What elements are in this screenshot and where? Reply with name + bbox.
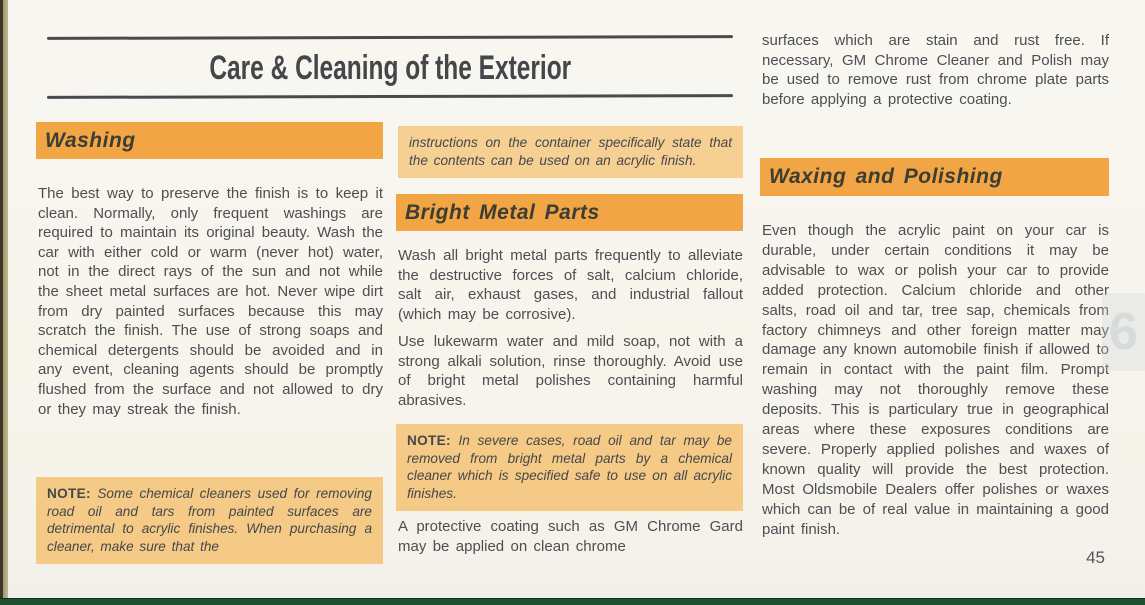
waxing-body-paragraph: Even though the acrylic paint on your car is durable, under certain conditions it may be advisable to wax or polish your car to provide added protection. Calcium chloride and other salts, road oil and tar, tree sap, chemicals from factory chimneys and other foreign matter may damage any known automobile finish if allowed to remain in contact with the paint film. Prompt washing may not thoroughly remove these deposits. This is particulary true in geographical areas where these exposures conditions are severe. Properly applied polishes and waxes of known quality will provide the best protection. Most Oldsmobile Dealers offer polishes or waxes which can be of real value in maintaining a good paint finish.	[762, 222, 1109, 538]
title-rule-bottom	[47, 94, 733, 99]
bright-metal-heading: Bright Metal Parts	[405, 200, 600, 224]
waxing-heading-bar	[760, 158, 1109, 196]
book-cover-strip	[0, 598, 1145, 605]
washing-note-text: Some chemical cleaners used for removing road oil and tars from painted surfaces are detrimental to acrylic finishes. When purchasing a cleaner, make sure that the	[47, 486, 372, 554]
bright-metal-heading-bar	[396, 194, 743, 231]
note-continuation-box: instructions on the container specifically state that the contents can be used on an acrylic finish.	[398, 126, 743, 178]
page-edge-strip	[3, 0, 8, 605]
chrome-continuation-paragraph: surfaces which are stain and rust free. If necessary, GM Chrome Cleaner and Polish may be used to remove rust from chrome plate parts before applying a protective coating.	[762, 32, 1109, 108]
bright-metal-note-label: NOTE:	[407, 433, 451, 448]
waxing-heading: Waxing and Polishing	[769, 165, 1003, 188]
washing-note-box	[36, 477, 383, 564]
title-rule-top	[47, 35, 733, 40]
bright-metal-paragraph-2: Use lukewarm water and mild soap, not with a strong alkali solution, rinse thoroughly. Avoid use of bright metal polishes containing harmful abrasives.	[398, 333, 743, 409]
bright-metal-paragraph-3: A protective coating such as GM Chrome Gard may be applied on clean chrome	[398, 518, 743, 555]
page-number: 45	[1086, 548, 1105, 567]
washing-body-paragraph: The best way to preserve the finish is to keep it clean. Normally, only frequent washings are required to maintain its original beauty. Wash the car with either cold or warm (never hot) water, not in the direct rays of the sun and not while the sheet metal surfaces are hot. Never wipe dirt from dry painted surfaces because this may scratch the finish. The use of strong soaps and chemical detergents should be avoided and in any event, cleaning agents should be promptly flushed from the surface and not allowed to dry or they may streak the finish.	[38, 185, 383, 418]
washing-heading: Washing	[45, 128, 136, 152]
washing-note-label: NOTE:	[47, 486, 91, 501]
bright-metal-note-text: In severe cases, road oil and tar may be removed from bright metal parts by a chemical cleaner which is specified safe to use on all acrylic finishes.	[407, 433, 732, 501]
bright-metal-paragraph-1: Wash all bright metal parts frequently to alleviate the destructive forces of salt, calcium chloride, salt air, exhaust gases, and industrial fallout (which may be corrosive).	[398, 247, 743, 323]
chapter-tab-ghost-digit: 6	[1109, 303, 1138, 361]
chapter-tab-ghost	[1102, 293, 1145, 371]
page-title	[47, 47, 733, 89]
page-title-text: Care & Cleaning of the Exterior	[209, 48, 571, 87]
washing-heading-bar	[36, 122, 383, 159]
bright-metal-note-box	[396, 424, 743, 511]
page-bottom-edge-shading	[0, 586, 1145, 597]
